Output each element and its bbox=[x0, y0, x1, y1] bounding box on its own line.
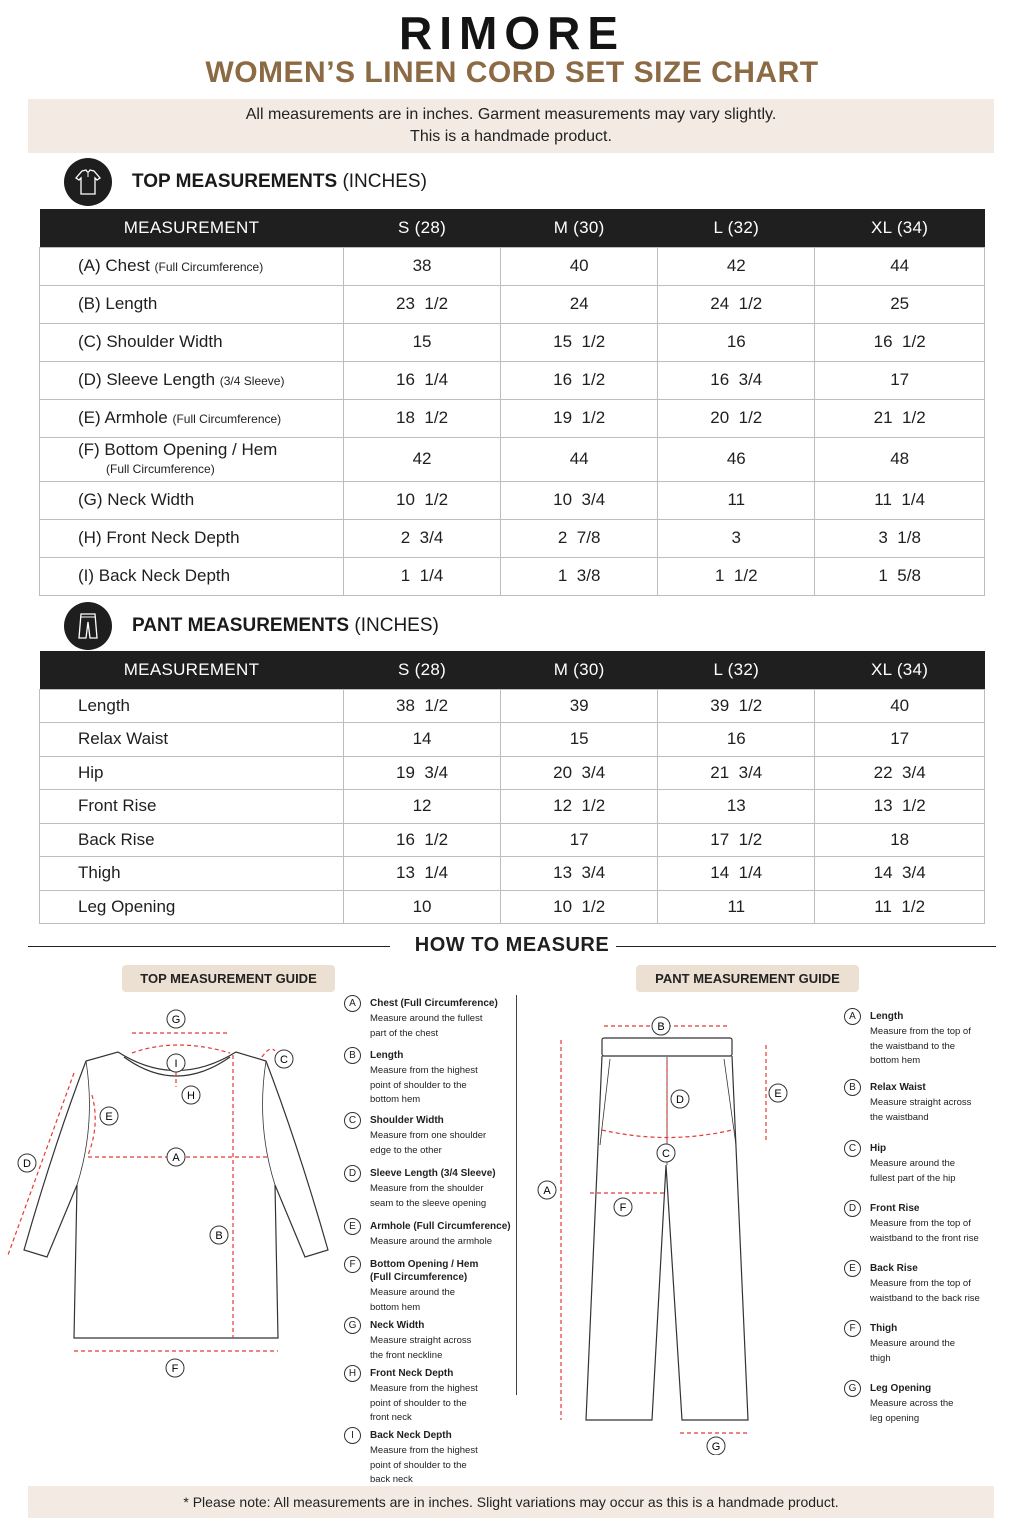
how-to-measure-heading bbox=[0, 934, 1024, 958]
page-title: WOMEN’S LINEN CORD SET SIZE CHART bbox=[205, 56, 819, 89]
measurement-name: (E) Armhole bbox=[78, 408, 168, 427]
size-value: 25 bbox=[815, 285, 985, 323]
guide-item-desc: the waistband to the bbox=[870, 1040, 956, 1052]
table-row bbox=[40, 285, 985, 323]
footer-note: * Please note: All measurements are in inches. Slight variations may occur as this is a handmade product. bbox=[28, 1486, 994, 1518]
guide-item-title-2: (Full Circumference) bbox=[370, 1272, 468, 1283]
diagram-label-badge bbox=[671, 1090, 689, 1108]
row-label: Hip bbox=[40, 756, 344, 790]
size-value: 13 1/4 bbox=[344, 857, 501, 891]
table-row bbox=[40, 557, 985, 595]
guide-item-desc: fullest part of the hip bbox=[870, 1172, 956, 1184]
size-value: 42 bbox=[658, 247, 815, 285]
row-label: Front Rise bbox=[40, 790, 344, 824]
size-value: 42 bbox=[344, 437, 501, 481]
guide-item-desc: Measure around the bbox=[870, 1158, 956, 1169]
size-value: 2 7/8 bbox=[501, 519, 658, 557]
measurement-name: (H) Front Neck Depth bbox=[78, 528, 240, 547]
measurement-name: (A) Chest bbox=[78, 256, 150, 275]
size-value: 3 1/8 bbox=[815, 519, 985, 557]
size-value: 40 bbox=[815, 689, 985, 723]
guide-item-desc: bottom hem bbox=[370, 1094, 421, 1105]
size-value: 24 bbox=[501, 285, 658, 323]
row-label: Back Rise bbox=[40, 823, 344, 857]
table-row bbox=[40, 519, 985, 557]
diagram-label-badge bbox=[100, 1107, 118, 1125]
row-label bbox=[40, 399, 344, 437]
guide-item-title: Length bbox=[870, 1011, 904, 1022]
diagram-label-badge bbox=[210, 1226, 228, 1244]
measurement-note bbox=[28, 99, 994, 153]
size-value: 14 1/4 bbox=[658, 857, 815, 891]
row-label bbox=[40, 519, 344, 557]
guide-letter-badge: A bbox=[344, 995, 361, 1012]
guide-letter-badge: F bbox=[344, 1256, 361, 1273]
guide-item-title: Back Rise bbox=[870, 1263, 918, 1274]
pant-measurement-table bbox=[39, 651, 985, 924]
guide-item-desc: the front neckline bbox=[370, 1349, 443, 1361]
table-row bbox=[40, 857, 985, 891]
guide-item-desc: thigh bbox=[870, 1352, 891, 1364]
pants-icon bbox=[64, 602, 112, 650]
size-value: 15 1/2 bbox=[501, 323, 658, 361]
col-header-measurement: MEASUREMENT bbox=[40, 651, 344, 689]
size-value: 24 1/2 bbox=[658, 285, 815, 323]
size-value: 13 1/2 bbox=[815, 790, 985, 824]
col-header-s: S (28) bbox=[344, 209, 501, 247]
size-value: 19 1/2 bbox=[501, 399, 658, 437]
svg-text:G: G bbox=[171, 1014, 181, 1026]
col-header-m: M (30) bbox=[501, 209, 658, 247]
col-header-l: L (32) bbox=[658, 209, 815, 247]
guide-letter-badge: D bbox=[344, 1165, 361, 1182]
top-heading-unit: (INCHES) bbox=[342, 171, 427, 192]
size-value: 18 1/2 bbox=[344, 399, 501, 437]
row-label: Leg Opening bbox=[40, 890, 344, 924]
svg-text:I: I bbox=[174, 1058, 178, 1070]
size-value: 12 bbox=[344, 790, 501, 824]
guide-item-desc: Measure from the top of bbox=[870, 1026, 971, 1037]
size-value: 14 3/4 bbox=[815, 857, 985, 891]
size-value: 1 1/2 bbox=[658, 557, 815, 595]
svg-text:F: F bbox=[171, 1363, 179, 1375]
row-label bbox=[40, 247, 344, 285]
row-label bbox=[40, 323, 344, 361]
svg-text:C: C bbox=[280, 1054, 288, 1066]
pant-guide-title: PANT MEASUREMENT GUIDE bbox=[636, 965, 859, 992]
table-row bbox=[40, 723, 985, 757]
guide-item-title: Relax Waist bbox=[870, 1082, 926, 1093]
row-label bbox=[40, 285, 344, 323]
guide-item-desc: Measure across the bbox=[870, 1398, 954, 1409]
diagram-label-badge bbox=[769, 1084, 787, 1102]
diagram-label-badge bbox=[614, 1198, 632, 1216]
guide-item-desc: edge to the other bbox=[370, 1144, 442, 1156]
measurement-name: (B) Length bbox=[78, 294, 158, 313]
row-label bbox=[40, 361, 344, 399]
size-value: 10 bbox=[344, 890, 501, 924]
svg-text:B: B bbox=[657, 1021, 665, 1033]
guide-letter-badge: B bbox=[844, 1079, 861, 1096]
size-value: 17 bbox=[815, 723, 985, 757]
diagram-label-badge bbox=[166, 1359, 184, 1377]
table-row bbox=[40, 323, 985, 361]
table-row bbox=[40, 437, 985, 481]
guide-item-title: Front Rise bbox=[870, 1203, 920, 1214]
guide-item-title: Sleeve Length (3/4 Sleeve) bbox=[370, 1168, 496, 1179]
size-value: 39 bbox=[501, 689, 658, 723]
size-value: 16 1/2 bbox=[344, 823, 501, 857]
guide-item-desc: Measure from the highest bbox=[370, 1065, 478, 1076]
guide-letter-badge: G bbox=[844, 1380, 861, 1397]
guide-item-title: Armhole (Full Circumference) bbox=[370, 1221, 511, 1232]
guide-item-desc: Measure around the fullest bbox=[370, 1013, 483, 1024]
guide-item-title: Leg Opening bbox=[870, 1383, 932, 1394]
row-label bbox=[40, 481, 344, 519]
table-row bbox=[40, 823, 985, 857]
size-value: 11 1/4 bbox=[815, 481, 985, 519]
col-header-xl: XL (34) bbox=[815, 651, 985, 689]
size-value: 12 1/2 bbox=[501, 790, 658, 824]
size-value: 15 bbox=[344, 323, 501, 361]
row-label bbox=[40, 557, 344, 595]
size-value: 11 1/2 bbox=[815, 890, 985, 924]
size-value: 15 bbox=[501, 723, 658, 757]
measure-lines bbox=[561, 1026, 766, 1433]
size-value: 18 bbox=[815, 823, 985, 857]
pant-section-header bbox=[64, 601, 439, 651]
size-value: 2 3/4 bbox=[344, 519, 501, 557]
guide-item-title: Chest (Full Circumference) bbox=[370, 998, 498, 1009]
guide-item-desc: Measure from the top of bbox=[870, 1278, 971, 1289]
table-header-row bbox=[40, 651, 985, 689]
diagram-label-badge bbox=[182, 1086, 200, 1104]
size-value: 16 bbox=[658, 723, 815, 757]
svg-text:C: C bbox=[662, 1148, 670, 1160]
guide-item-desc: leg opening bbox=[870, 1412, 920, 1424]
size-value: 11 bbox=[658, 481, 815, 519]
diagram-label-badge bbox=[167, 1010, 185, 1028]
diagram-label-badge bbox=[167, 1054, 185, 1072]
size-value: 22 3/4 bbox=[815, 756, 985, 790]
col-header-measurement: MEASUREMENT bbox=[40, 209, 344, 247]
col-header-xl: XL (34) bbox=[815, 209, 985, 247]
guide-item-title: Neck Width bbox=[370, 1320, 425, 1331]
how-to-measure-title: HOW TO MEASURE bbox=[414, 934, 610, 956]
measurement-name: (C) Shoulder Width bbox=[78, 332, 223, 351]
guide-item-desc: Measure from one shoulder bbox=[370, 1130, 487, 1141]
guide-item-desc: Measure from the top of bbox=[870, 1218, 971, 1229]
table-header-row bbox=[40, 209, 985, 247]
guide-item-desc: part of the chest bbox=[370, 1027, 439, 1039]
guide-item-desc: point of shoulder to the bbox=[370, 1079, 467, 1091]
guide-item-desc: bottom hem bbox=[370, 1301, 421, 1313]
size-value: 1 1/4 bbox=[344, 557, 501, 595]
guide-item-desc: Measure from the shoulder bbox=[370, 1183, 484, 1194]
size-value: 44 bbox=[501, 437, 658, 481]
size-value: 17 bbox=[501, 823, 658, 857]
diagram-label-badge bbox=[657, 1144, 675, 1162]
size-value: 3 bbox=[658, 519, 815, 557]
guide-item-desc: seam to the sleeve opening bbox=[370, 1197, 487, 1209]
size-value: 10 1/2 bbox=[344, 481, 501, 519]
col-header-m: M (30) bbox=[501, 651, 658, 689]
pant-heading-unit: (INCHES) bbox=[354, 615, 439, 636]
size-value: 44 bbox=[815, 247, 985, 285]
guide-letter-badge: G bbox=[344, 1317, 361, 1334]
size-value: 20 3/4 bbox=[501, 756, 658, 790]
size-value: 23 1/2 bbox=[344, 285, 501, 323]
size-value: 19 3/4 bbox=[344, 756, 501, 790]
size-value: 16 3/4 bbox=[658, 361, 815, 399]
guide-item-desc: back neck bbox=[370, 1474, 413, 1485]
svg-text:A: A bbox=[543, 1185, 551, 1197]
svg-text:E: E bbox=[774, 1088, 782, 1100]
shirt-icon bbox=[64, 158, 112, 206]
col-header-l: L (32) bbox=[658, 651, 815, 689]
guide-letter-badge: E bbox=[344, 1218, 361, 1235]
brand-logo: RIMORE bbox=[399, 7, 625, 59]
svg-text:D: D bbox=[676, 1094, 684, 1106]
guide-item-title: Shoulder Width bbox=[370, 1115, 444, 1126]
guide-item-desc: Measure straight across bbox=[370, 1335, 472, 1346]
size-value: 16 1/2 bbox=[501, 361, 658, 399]
size-value: 1 3/8 bbox=[501, 557, 658, 595]
svg-text:D: D bbox=[23, 1158, 31, 1170]
guide-letter-badge: H bbox=[344, 1365, 361, 1382]
top-garment-diagram bbox=[0, 995, 345, 1395]
pant-outline bbox=[586, 1038, 748, 1420]
top-measurement-table bbox=[39, 209, 985, 596]
diagram-label-badge bbox=[538, 1181, 556, 1199]
measurement-note: (3/4 Sleeve) bbox=[219, 374, 285, 388]
pant-garment-diagram bbox=[530, 995, 830, 1455]
size-value: 1 5/8 bbox=[815, 557, 985, 595]
svg-text:G: G bbox=[711, 1441, 721, 1453]
guide-item-desc: waistband to the front rise bbox=[870, 1232, 979, 1244]
svg-text:F: F bbox=[619, 1202, 627, 1214]
note-line-2: This is a handmade product. bbox=[410, 128, 612, 145]
guide-item-desc: Measure around the bbox=[870, 1338, 956, 1349]
svg-text:H: H bbox=[187, 1090, 195, 1102]
measurement-name: (F) Bottom Opening / Hem bbox=[78, 439, 278, 459]
note-line-1: All measurements are in inches. Garment measurements may vary slightly. bbox=[245, 106, 777, 123]
size-value: 13 3/4 bbox=[501, 857, 658, 891]
size-value: 46 bbox=[658, 437, 815, 481]
guide-item-desc: Measure straight across bbox=[870, 1097, 972, 1108]
size-value: 16 1/4 bbox=[344, 361, 501, 399]
table-row bbox=[40, 481, 985, 519]
top-section-header bbox=[64, 157, 427, 207]
size-value: 21 3/4 bbox=[658, 756, 815, 790]
size-value: 40 bbox=[501, 247, 658, 285]
guide-item-title: Back Neck Depth bbox=[370, 1430, 452, 1441]
guide-letter-badge: D bbox=[844, 1200, 861, 1217]
measurement-note: (Full Circumference) bbox=[154, 260, 264, 274]
size-value: 16 bbox=[658, 323, 815, 361]
guide-item-desc: point of shoulder to the bbox=[370, 1397, 467, 1409]
size-value: 10 1/2 bbox=[501, 890, 658, 924]
row-label: Relax Waist bbox=[40, 723, 344, 757]
guide-item-desc: Measure from the highest bbox=[370, 1383, 478, 1394]
size-value: 48 bbox=[815, 437, 985, 481]
guide-item-desc: Measure around the bbox=[370, 1287, 456, 1298]
size-value: 38 1/2 bbox=[344, 689, 501, 723]
guide-item-desc: bottom hem bbox=[870, 1055, 921, 1066]
measurement-name: (G) Neck Width bbox=[78, 490, 195, 509]
diagram-label-badge bbox=[275, 1050, 293, 1068]
size-value: 17 bbox=[815, 361, 985, 399]
guide-letter-badge: I bbox=[344, 1427, 361, 1444]
table-row bbox=[40, 361, 985, 399]
svg-text:B: B bbox=[215, 1230, 223, 1242]
table-row bbox=[40, 399, 985, 437]
top-guide-title: TOP MEASUREMENT GUIDE bbox=[122, 965, 335, 992]
size-value: 20 1/2 bbox=[658, 399, 815, 437]
size-value: 11 bbox=[658, 890, 815, 924]
guide-item-desc: point of shoulder to the bbox=[370, 1459, 467, 1471]
guide-item-desc: the waistband bbox=[870, 1111, 929, 1123]
diagram-label-badge bbox=[652, 1017, 670, 1035]
size-value: 17 1/2 bbox=[658, 823, 815, 857]
col-header-s: S (28) bbox=[344, 651, 501, 689]
measurement-note: (Full Circumference) bbox=[172, 412, 282, 426]
row-label: Thigh bbox=[40, 857, 344, 891]
size-value: 39 1/2 bbox=[658, 689, 815, 723]
size-value: 16 1/2 bbox=[815, 323, 985, 361]
measurement-name: (D) Sleeve Length bbox=[78, 370, 216, 389]
diagram-label-badge bbox=[18, 1154, 36, 1172]
guide-letter-badge: C bbox=[844, 1140, 861, 1157]
guide-item-desc: Measure around the armhole bbox=[370, 1236, 492, 1247]
guide-letter-badge: A bbox=[844, 1008, 861, 1025]
svg-text:A: A bbox=[172, 1152, 180, 1164]
table-row bbox=[40, 756, 985, 790]
size-value: 13 bbox=[658, 790, 815, 824]
guide-item-desc: front neck bbox=[370, 1412, 412, 1423]
table-row bbox=[40, 890, 985, 924]
pant-heading: PANT MEASUREMENTS bbox=[132, 615, 350, 636]
guide-letter-badge: B bbox=[344, 1047, 361, 1064]
svg-text:E: E bbox=[105, 1111, 113, 1123]
diagram-label-badge bbox=[707, 1437, 725, 1455]
table-row bbox=[40, 790, 985, 824]
table-row bbox=[40, 247, 985, 285]
measurement-name: (I) Back Neck Depth bbox=[78, 566, 231, 585]
diagram-label-badge bbox=[167, 1148, 185, 1166]
guide-letter-badge: F bbox=[844, 1320, 861, 1337]
size-value: 14 bbox=[344, 723, 501, 757]
top-heading: TOP MEASUREMENTS bbox=[132, 171, 338, 192]
guide-item-title: Thigh bbox=[870, 1323, 898, 1334]
row-label: Length bbox=[40, 689, 344, 723]
size-value: 10 3/4 bbox=[501, 481, 658, 519]
guide-item-title: Bottom Opening / Hem bbox=[370, 1259, 479, 1270]
guide-item-title: Hip bbox=[870, 1143, 887, 1154]
shirt-outline bbox=[24, 1052, 328, 1338]
size-value: 21 1/2 bbox=[815, 399, 985, 437]
guide-letter-badge: C bbox=[344, 1112, 361, 1129]
guide-item-title: Length bbox=[370, 1050, 404, 1061]
guide-item-desc: Measure from the highest bbox=[370, 1445, 478, 1456]
measure-lines bbox=[8, 1033, 278, 1351]
guide-item-title: Front Neck Depth bbox=[370, 1368, 454, 1379]
row-label bbox=[40, 437, 344, 481]
guide-letter-badge: E bbox=[844, 1260, 861, 1277]
measurement-note: (Full Circumference) bbox=[106, 461, 215, 476]
table-row bbox=[40, 689, 985, 723]
guide-item-desc: waistband to the back rise bbox=[870, 1292, 980, 1304]
size-value: 38 bbox=[344, 247, 501, 285]
